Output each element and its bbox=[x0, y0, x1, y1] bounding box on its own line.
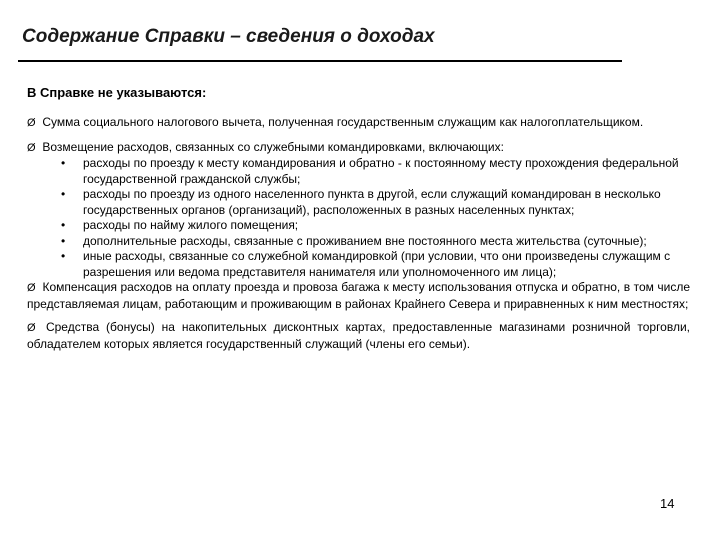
slide-title: Содержание Справки – сведения о доходах bbox=[22, 26, 435, 47]
page-number: 14 bbox=[660, 496, 675, 511]
arrow-bullet-icon: Ø bbox=[27, 117, 36, 129]
sub-list bbox=[27, 156, 690, 280]
bullet-icon: • bbox=[61, 233, 66, 248]
list-item bbox=[27, 320, 690, 352]
sub-item-text: расходы по проезду из одного населенного пункта в другой, если служащий командирован в несколько государственных органов (организаций), расположенных в разных населенных пунктах; bbox=[83, 187, 661, 217]
arrow-bullet-icon: Ø bbox=[27, 282, 36, 294]
item-text: Сумма социального налогового вычета, полученная государственным служащим как налогоплательщиком. bbox=[42, 115, 644, 129]
sub-list-item bbox=[27, 156, 690, 187]
title-underline bbox=[18, 60, 622, 62]
slide-content bbox=[27, 115, 690, 360]
bullet-icon: • bbox=[61, 187, 66, 201]
sub-item-text: иные расходы, связанные со служебной командировкой (при условии, что они произведены служащим с разрешения или ведома представителя нанимателя или уполномоченного им лица); bbox=[83, 249, 671, 279]
list-item bbox=[27, 140, 690, 157]
sub-list-item bbox=[27, 249, 690, 280]
sub-list-item bbox=[27, 218, 690, 234]
sub-item-text: расходы по проезду к месту командирования и обратно - к постоянному месту прохождения федеральной государственной гражданской службы; bbox=[83, 156, 679, 186]
list-item bbox=[27, 280, 690, 312]
arrow-bullet-icon: Ø bbox=[27, 141, 36, 154]
sub-item-text: расходы по найму жилого помещения; bbox=[83, 218, 299, 232]
sub-list-item bbox=[27, 234, 690, 250]
sub-item-text: дополнительные расходы, связанные с проживанием вне постоянного места жительства (суточные); bbox=[83, 233, 647, 248]
bullet-icon: • bbox=[61, 156, 66, 170]
arrow-bullet-icon: Ø bbox=[27, 322, 36, 334]
bullet-icon: • bbox=[61, 249, 66, 263]
list-item bbox=[27, 115, 690, 132]
bullet-icon: • bbox=[61, 218, 66, 232]
sub-list-item bbox=[27, 187, 690, 218]
item-text: Средства (бонусы) на накопительных дисконтных картах, предоставленные магазинами розничной торговли, обладателем которых является государственный служащий (члены его семьи). bbox=[27, 320, 690, 351]
section-heading: В Справке не указываются: bbox=[27, 85, 207, 100]
item-text: Возмещение расходов, связанных со служебными командировками, включающих: bbox=[42, 139, 504, 154]
item-text: Компенсация расходов на оплату проезда и провоза багажа к месту использования отпуска и обратно, в том числе представляемая лицам, работающим и проживающим в районах Крайнего Севера и приравненных к ним местностях; bbox=[27, 280, 691, 311]
